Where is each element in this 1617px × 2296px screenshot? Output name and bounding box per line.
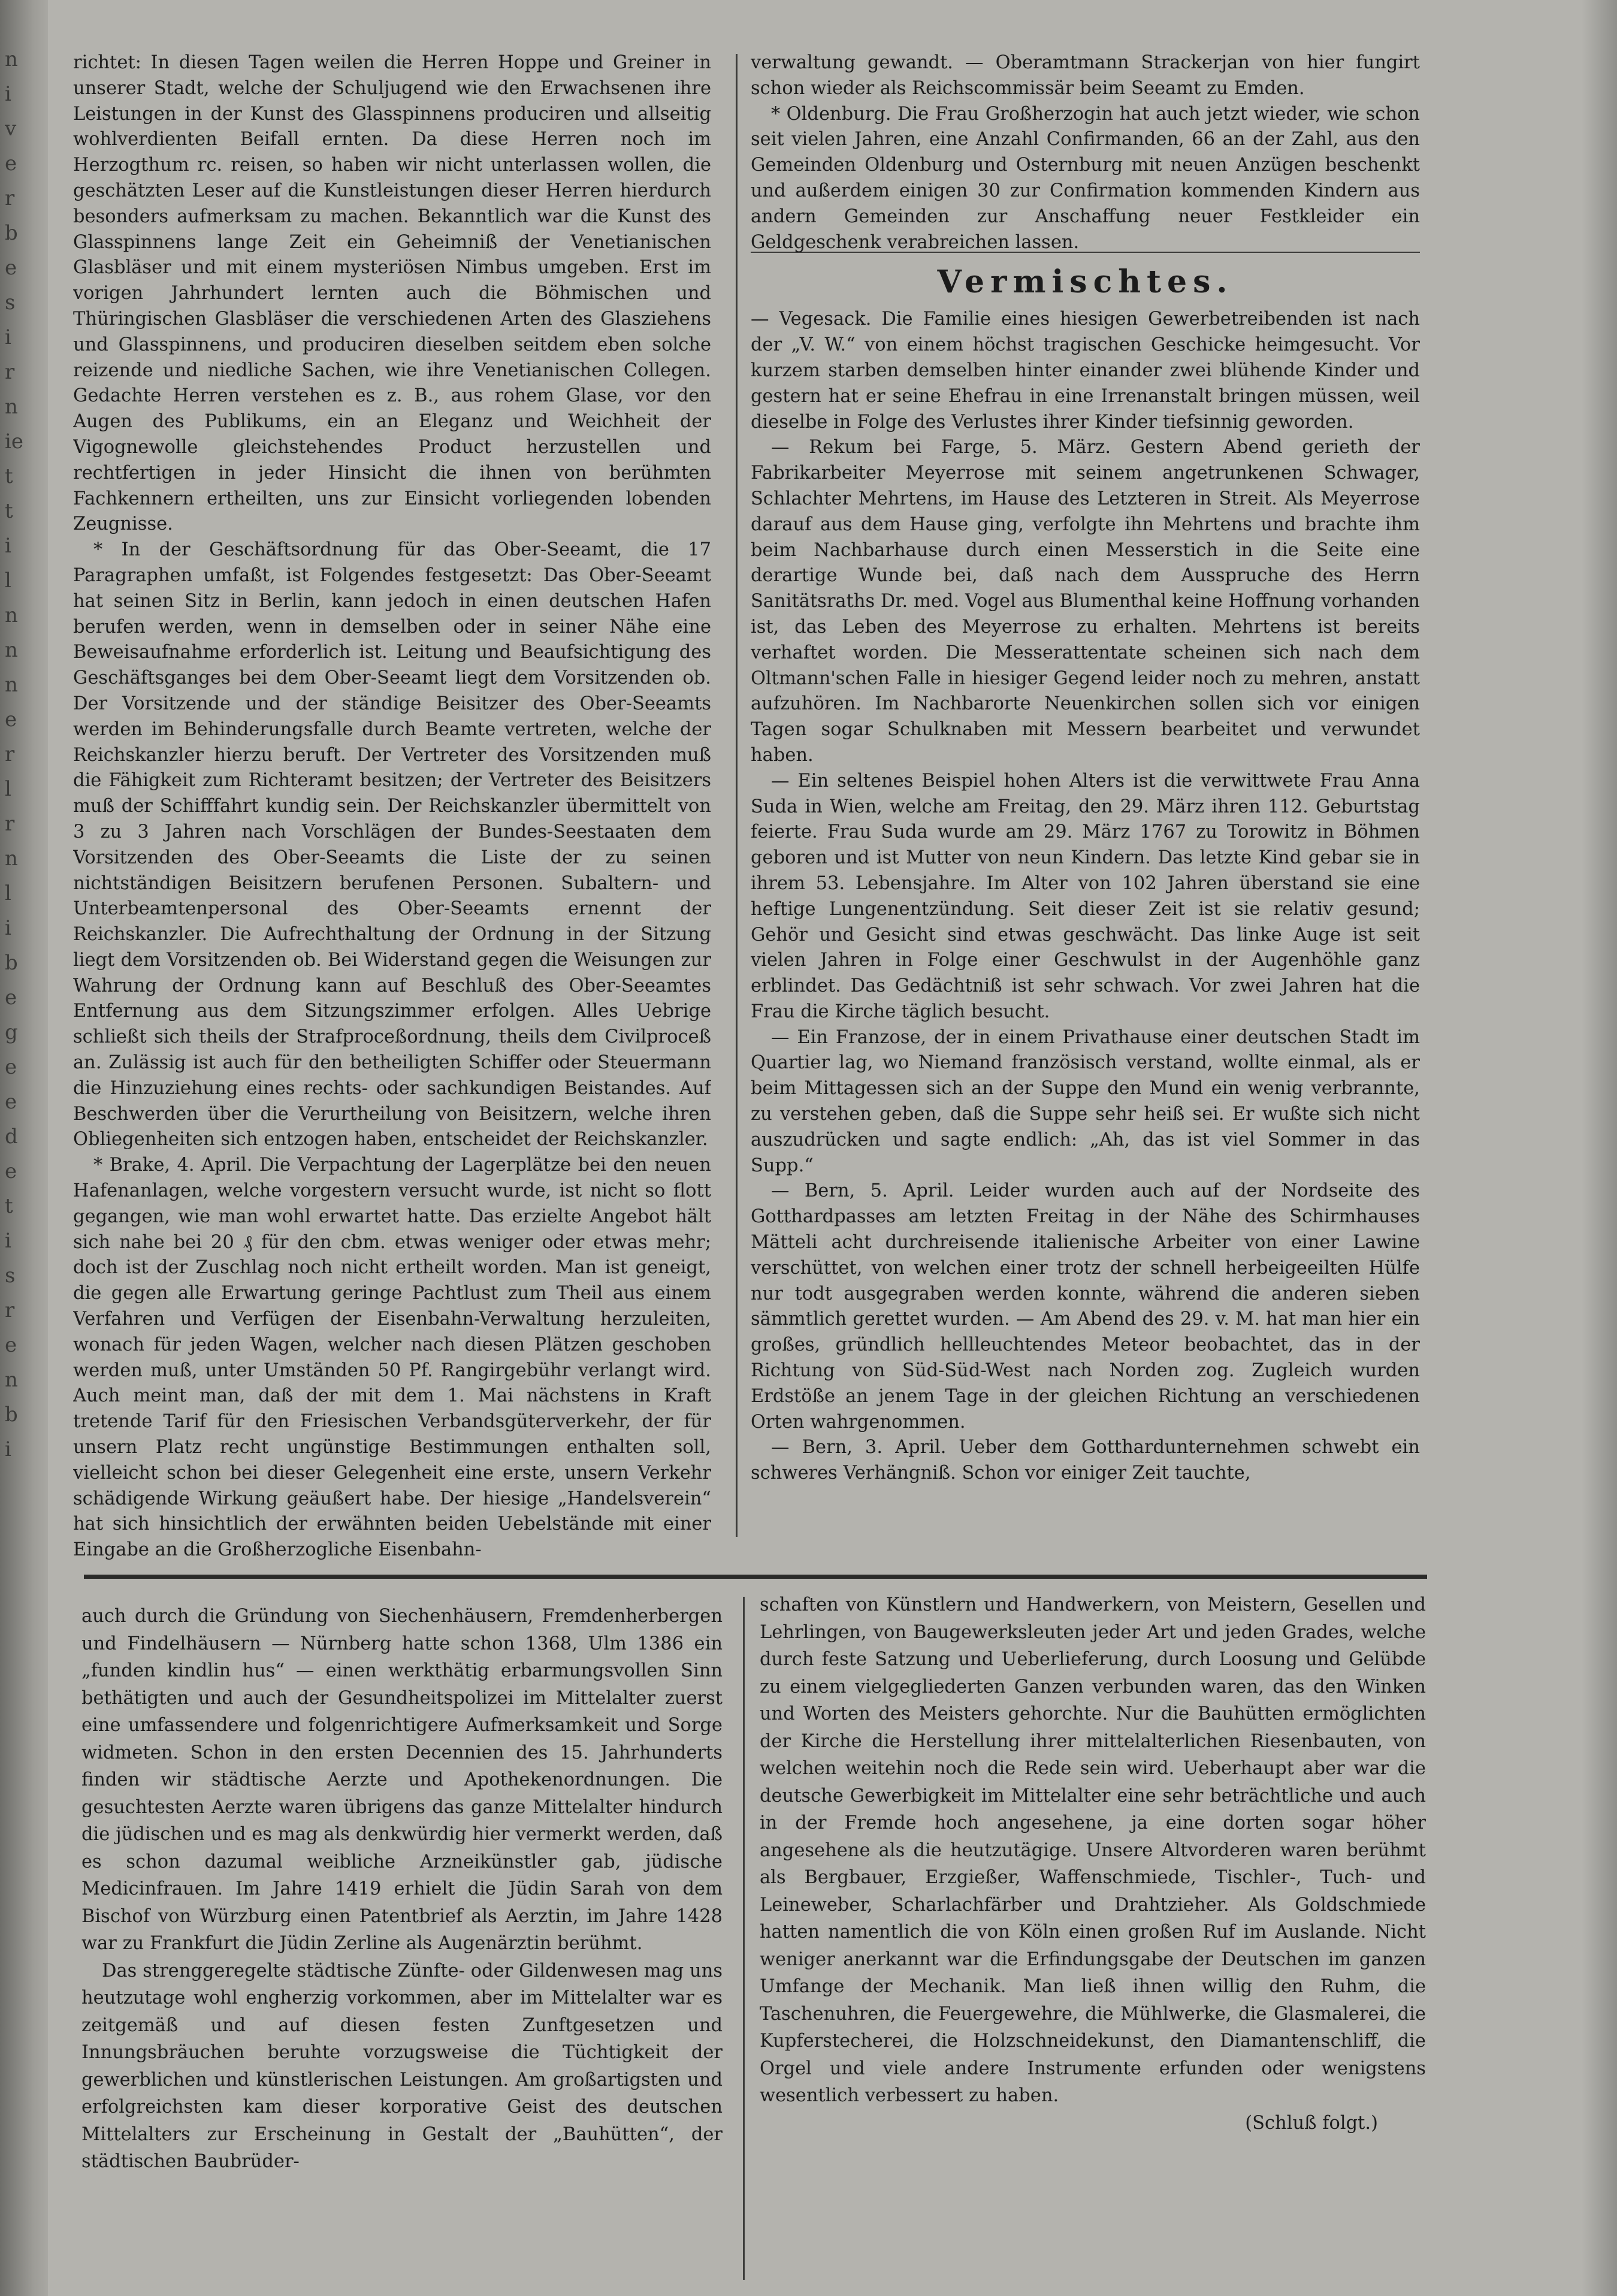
- gutter-fragment: e: [5, 1090, 17, 1114]
- gutter-fragment: t: [5, 499, 13, 523]
- gutter-fragment: r: [5, 186, 15, 210]
- gutter-fragment: d: [5, 1125, 18, 1149]
- gutter-fragment: i: [5, 82, 11, 106]
- gutter-fragment: n: [5, 673, 18, 697]
- gutter-fragment: r: [5, 812, 15, 836]
- gutter-fragment: i: [5, 1437, 11, 1461]
- gutter-fragment: i: [5, 1229, 11, 1253]
- gutter-fragment: s: [5, 1264, 16, 1288]
- article-bern-3-april: — Bern, 3. April. Ueber dem Gotthardunternehmen schwebt ein schweres Verhängniß. Schon vor einiger Zeit tauchte,: [751, 1437, 1420, 1484]
- feuilleton-paragraph: Das strenggeregelte städtische Zünfte- oder Gildenwesen mag uns heutzutage wohl engherzig vorkommen, aber im Mittelalter war es zeitgemäß und auf diesen festen Zunftgesetzen und Innungsbräuchen beruhte vorzugsweise die Tüchtigkeit der gewerblichen und künstlerischen Leistungen. Am großartigsten und erfolgreichsten kam dieser korporative Geist des deutschen Mittelalters zur Erscheinung in Gestalt der „Bauhütten“, der städtischen Baubrüder-: [81, 1960, 723, 2172]
- gutter-fragment: g: [5, 1020, 18, 1044]
- feuilleton-paragraph: schaften von Künstlern und Handwerkern, von Meistern, Gesellen und Lehrlingen, von Baugewerksleuten jeder Art und jeden Grades, welche durch feste Satzung und Ueberlieferung, durch Loosung und Gelübde zu einem vielgegliederten Ganzen verbunden waren, das den Winken und Worten des Meisters gehorchte. Nur die Bauhütten ermöglichten der Kirche die Herstellung ihrer mittelalterlichen Riesenbauten, von welchen weitehin noch die Rede sein wird. Ueberhaupt aber war die deutsche Gewerbigkeit im Mittelalter eine sehr beträchtliche und auch in der Fremde hoch angesehene, ja eine dorten sogar höher angesehene als die heutzutägige. Unsere Altvorderen waren berühmt als Bergbauer, Erzgießer, Waffenschmiede, Tischler-, Tuch- und Leineweber, Scharlachfärber und Drahtzieher. Als Goldschmiede hatten namentlich die von Köln einen großen Ruf im Auslande. Nicht weniger anerkannt war die Erfindungsgabe der Deutschen im ganzen Umfange der Mechanik. Man ließ ihnen willig den Ruhm, die Taschenuhren, die Feuergewehre, die Mühlwerke, die Glasmalerei, die Kupferstecherei, die Holzschneidekunst, den Diamantenschliff, die Orgel und viele andere Instrumente erfunden oder wenigstens wesentlich verbessert zu haben.: [760, 1594, 1426, 2106]
- gutter-fragment: b: [5, 951, 18, 975]
- column-bottom-left: [81, 1603, 723, 2250]
- article-bern-5-april: — Bern, 5. April. Leider wurden auch auf der Nordseite des Gotthardpasses am letzten Freitag in der Nähe des Schirmhauses Mätteli acht durchreisende italienische Arbeiter von einer Lawine verschüttet, von welchen einer trotz der schnell herbeigeeilten Hülfe nur todt ausgegraben werden konnte, während die anderen sieben sämmtlich gerettet wurden. — Am Abend des 29. v. M. hat man hier ein großes, gründlich hellleuchtendes Meteor beobachtet, das in der Richtung von Süd-Süd-West nach Norden zog. Zugleich wurden Erdstöße an jenem Tage in der gleichen Richtung an verschiedenen Orten wahrgenommen.: [751, 1180, 1420, 1433]
- article-glasspinnen: richtet: In diesen Tagen weilen die Herren Hoppe und Greiner in unserer Stadt, welche der Schuljugend wie den Erwachsenen ihre Leistungen in der Kunst des Glasspinnens produciren und allseitig wohlverdienten Beifall ernten. Da diese Herren noch im Herzogthum rc. reisen, so haben wir nicht unterlassen wollen, die geschätzten Leser auf die Kunstleistungen dieser Herren hierdurch besonders aufmerksam zu machen. Bekanntlich war die Kunst des Glasspinnens lange Zeit ein Geheimniß der Venetianischen Glasbläser und mit einem mysteriösen Nimbus umgeben. Erst im vorigen Jahrhundert lernten auch die Böhmischen und Thüringischen Glasbläser die verschiedenen Arten des Glasziehens und Glasspinnens, und produciren dieselben seitdem eben solche reizende und niedliche Sachen, wie ihre Venetianischen Collegen. Gedachte Herren verstehen es z. B., aus rohem Glase, vor den Augen des Publikums, ein an Eleganz und Weichheit der Vigognewolle gleichstehendes Product herzustellen und rechtfertigen in jeder Hinsicht die ihnen von berühmten Fachkennern ertheilten, uns zur Einsicht vorliegenden lobenden Zeugnisse.: [73, 52, 711, 535]
- gutter-fragment: e: [5, 1055, 17, 1079]
- gutter-fragment: e: [5, 708, 17, 732]
- gutter-fragment: e: [5, 256, 17, 280]
- column-top-left: [73, 50, 711, 1560]
- continued-note: (Schluß folgt.): [1245, 2112, 1378, 2134]
- gutter-fragment: n: [5, 638, 18, 662]
- section-heading-vermischtes: Vermischtes.: [937, 264, 1234, 301]
- gutter-fragment: t: [5, 464, 13, 488]
- column-rule-top: [736, 54, 738, 1537]
- gutter-fragment: l: [5, 777, 11, 801]
- article-ober-seeamt: * In der Geschäftsordnung für das Ober-Seeamt, die 17 Paragraphen umfaßt, ist Folgendes festgesetzt: Das Ober-Seeamt hat seinen Sitz in Berlin, kann jedoch in einen deutschen Hafen berufen werden, wenn in demselben oder in seiner Nähe eine Beweisaufnahme erforderlich ist. Leitung und Beaufsichtigung des Geschäftsganges bei dem Ober-Seeamt liegt dem Vorsitzenden ob. Der Vorsitzende und der ständige Beisitzer des Ober-Seeamts werden im Behinderungsfalle durch Beamte vertreten, welche der Reichskanzler hierzu beruft. Der Vertreter des Vorsitzenden muß die Fähigkeit zum Richteramt besitzen; der Vertreter des Beisitzers muß der Schifffahrt kundig sein. Der Reichskanzler übermittelt von 3 zu 3 Jahren nach Vorschlägen der Bundes-Seestaaten dem Vorsitzenden des Ober-Seeamts die Liste der zu seinen nichtständigen Beisitzern berufenen Personen. Subaltern- und Unterbeamtenpersonal des Ober-Seeamts ernennt der Reichskanzler. Die Aufrechthaltung der Ordnung in der Sitzung liegt dem Vorsitzenden ob. Bei Widerstand gegen die Weisungen zur Wahrung der Ordnung kann auf Beschluß des Ober-Seeamtes Entfernung aus dem Sitzungszimmer erfolgen. Alles Uebrige schließt sich theils der Strafproceßordnung, theils dem Civilproceß an. Zulässig ist auch für den betheiligten Schiffer oder Steuermann die Hinzuziehung eines rechts- oder sachkundigen Beistandes. Auf Beschwerden über die Verurtheilung von Beisitzern, welche ihren Obliegenheiten sich entzogen haben, entscheidet der Reichskanzler.: [73, 539, 711, 1150]
- column-top-right: [751, 50, 1420, 1536]
- gutter-fragment: n: [5, 847, 18, 871]
- gutter-fragment: ie: [5, 430, 23, 454]
- gutter-fragment: n: [5, 603, 18, 627]
- article-oldenburg: * Oldenburg. Die Frau Großherzogin hat auch jetzt wieder, wie schon seit vielen Jahren, eine Anzahl Confirmanden, 66 an der Zahl, aus den Gemeinden Oldenburg und Osternburg mit neuen Anzügen beschenkt und außerdem einigen 30 zur Confirmation kommenden Kindern aus andern Gemeinden zur Anschaffung neuer Festkleider ein Geldgeschenk verabreichen lassen.: [751, 103, 1420, 253]
- right-page-edge: [1582, 0, 1617, 2296]
- article-brake: * Brake, 4. April. Die Verpachtung der Lagerplätze bei den neuen Hafenanlagen, welche vorgestern versucht wurde, ist nicht so flott gegangen, wie man wohl erwartet hatte. Das erzielte Angebot hält sich nahe bei 20 ₰ für den cbm. etwas weniger oder etwas mehr; doch ist der Zuschlag noch nicht ertheilt worden. Man ist geneigt, die gegen alle Erwartung geringe Pachtlust zum Theil aus einem Verfahren und Verfügen der Eisenbahn-Verwaltung herzuleiten, wonach für jeden Wagen, welcher nach diesen Plätzen geschoben werden muß, unter Umständen 50 Pf. Rangirgebühr verlangt wird. Auch meint man, daß der mit dem 1. Mai nächstens in Kraft tretende Tarif für den Friesischen Verbandsgüterverkehr, der für unsern Platz recht ungünstige Bestimmungen enthalten soll, vielleicht schon bei dieser Gelegenheit eine erste, unsern Verkehr schädigende Wirkung geäußert habe. Der hiesige „Handelsverein“ hat sich hinsichtlich der erwähnten beiden Uebelstände mit einer Eingabe an die Großherzogliche Eisenbahn-: [73, 1155, 711, 1560]
- gutter-fragment: n: [5, 47, 18, 71]
- article-rekum: — Rekum bei Farge, 5. März. Gestern Abend gerieth der Fabrikarbeiter Meyerrose mit seinem angetrunkenen Schwager, Schlachter Mehrtens, im Hause des Letzteren in Streit. Als Meyerrose darauf aus dem Hause ging, verfolgte ihn Mehrtens und brachte ihm beim Nachbarhause durch einen Messerstich in die Seite eine derartige Wunde bei, daß nach dem Ausspruche des Herrn Sanitätsraths Dr. med. Vogel aus Blumenthal keine Hoffnung vorhanden ist, das Leben des Meyerrose zu erhalten. Mehrtens ist bereits verhaftet worden. Die Messerattentate scheinen sich nach dem Oltmann'schen Falle in hiesiger Gegend leider noch zu mehren, anstatt aufzuhören. Im Nachbarorte Neuenkirchen sollen sich vor einigen Tagen sogar Schulknaben mit Messern bearbeitet und verwundet haben.: [751, 437, 1420, 766]
- feuilleton-divider: [84, 1575, 1427, 1579]
- gutter-fragment: l: [5, 569, 11, 593]
- gutter-fragment: r: [5, 742, 15, 766]
- gutter-fragment: e: [5, 1159, 17, 1183]
- gutter-fragment: r: [5, 1298, 15, 1322]
- gutter-fragment: b: [5, 221, 18, 245]
- feuilleton-paragraph: auch durch die Gründung von Siechenhäusern, Fremdenherbergen und Findelhäusern — Nürnberg hatte schon 1368, Ulm 1386 ein „funden kindlin hus“ — einen werkthätig erbarmungsvollen Sinn bethätigten und auch der Gesundheitspolizei im Mittelalter zuerst eine umfassendere und folgenrichtigere Aufmerksamkeit und Sorge widmeten. Schon in den ersten Decennien des 15. Jahrhunderts finden wir städtische Aerzte und Apothekenordnungen. Die gesuchtesten Aerzte waren übrigens das ganze Mittelalter hindurch die jüdischen und es mag als denkwürdig hier vermerkt werden, daß es schon dazumal weibliche Arzneikünstler gab, jüdische Medicinfrauen. Im Jahre 1419 erhielt die Jüdin Sarah von dem Bischof von Würzburg einen Patentbrief als Aerztin, im Jahre 1428 war zu Frankfurt die Jüdin Zerline als Augenärztin berühmt.: [81, 1606, 723, 1954]
- gutter-fragment: s: [5, 291, 16, 315]
- column-rule-bottom: [743, 1597, 745, 2280]
- gutter-fragment: n: [5, 395, 18, 419]
- gutter-fragment: b: [5, 1403, 18, 1427]
- gutter-fragment: i: [5, 916, 11, 940]
- gutter-fragment: e: [5, 1333, 17, 1357]
- gutter-fragment: r: [5, 360, 15, 384]
- left-gutter-adjacent-page: [0, 0, 48, 2296]
- adjacent-page-fragments: [5, 42, 41, 1540]
- article-franzose: — Ein Franzose, der in einem Privathause einer deutschen Stadt im Quartier lag, wo Niemand französisch verstand, wollte einmal, als er beim Mittagessen sich an der Suppe den Mund ein wenig verbrannte, zu verstehen geben, daß die Suppe sehr heiß sei. Er wußte sich nicht auszudrücken und sagte endlich: „Ah, das ist viel Sommer in das Supp.“: [751, 1026, 1420, 1176]
- gutter-fragment: t: [5, 1194, 13, 1218]
- article-anna-suda: — Ein seltenes Beispiel hohen Alters ist die verwittwete Frau Anna Suda in Wien, welche am Freitag, den 29. März ihren 112. Geburtstag feierte. Frau Suda wurde am 29. März 1767 zu Torowitz in Böhmen geboren und ist Mutter von neun Kindern. Das letzte Kind gebar sie in ihrem 53. Lebensjahre. Im Alter von 102 Jahren überstand sie eine heftige Lungenentzündung. Seit dieser Zeit ist sie relativ gesund; Gehör und Gesicht sind etwas geschwächt. Das linke Auge ist seit vielen Jahren in Folge einer Geschwulst in der Augenhöhle ganz erblindet. Das Gedächtniß ist sehr schwach. Vor zwei Jahren hat die Frau die Kirche täglich besucht.: [751, 770, 1420, 1022]
- gutter-fragment: l: [5, 881, 11, 905]
- gutter-fragment: n: [5, 1368, 18, 1392]
- gutter-fragment: i: [5, 325, 11, 349]
- gutter-fragment: e: [5, 986, 17, 1010]
- gutter-fragment: i: [5, 534, 11, 558]
- gutter-fragment: v: [5, 117, 17, 141]
- gutter-fragment: e: [5, 152, 17, 176]
- article-vegesack: — Vegesack. Die Familie eines hiesigen Gewerbetreibenden ist nach der „V. W.“ von einem höchst tragischen Geschicke heimgesucht. Vor kurzem starben demselben hinter einander zwei blühende Kinder und gestern hat er seine Ehefrau in eine Irrenanstalt bringen müssen, weil dieselbe in Folge des Verlustes ihrer Kinder tiefsinnig geworden.: [751, 309, 1420, 433]
- article-emden-continuation: verwaltung gewandt. — Oberamtmann Strackerjan von hier fungirt schon wieder als Reichscommissär beim Seeamt zu Emden.: [751, 52, 1420, 99]
- column-bottom-right: [760, 1591, 1426, 2280]
